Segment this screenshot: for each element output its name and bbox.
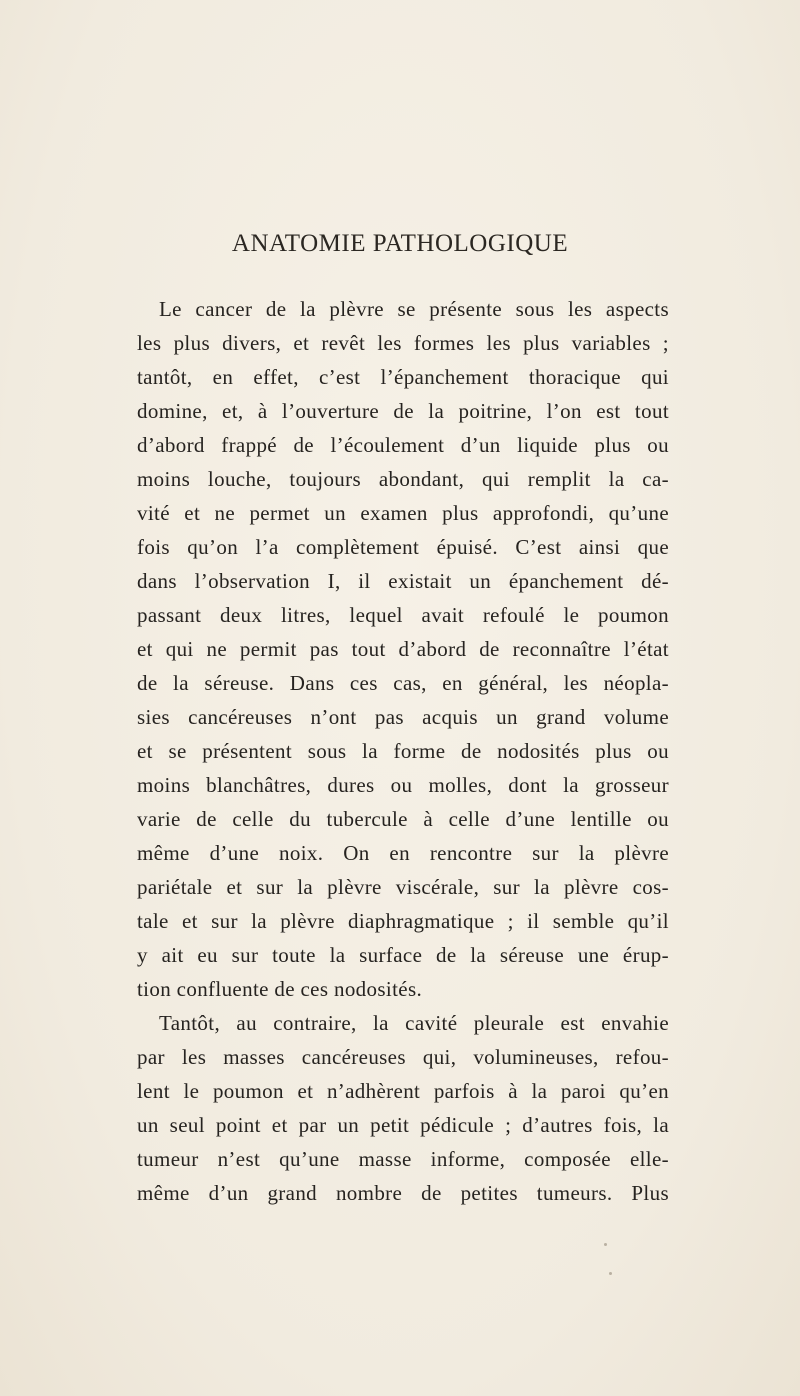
text-line: et se présentent sous la forme de nodosités plus ou bbox=[137, 739, 669, 763]
text-line: les plus divers, et revêt les formes les plus variables ; bbox=[137, 331, 669, 355]
text-line: moins louche, toujours abondant, qui remplit la ca- bbox=[137, 467, 669, 491]
text-line: un seul point et par un petit pédicule ; d’autres fois, la bbox=[137, 1113, 669, 1137]
text-line: d’abord frappé de l’écoulement d’un liquide plus ou bbox=[137, 433, 669, 457]
text-line: de la séreuse. Dans ces cas, en général, les néopla- bbox=[137, 671, 669, 695]
text-line: même d’une noix. On en rencontre sur la plèvre bbox=[137, 841, 669, 865]
text-line: tion confluente de ces nodosités. bbox=[137, 977, 423, 1001]
text-line: et qui ne permit pas tout d’abord de reconnaître l’état bbox=[137, 637, 669, 661]
page-title: ANATOMIE PATHOLOGIQUE bbox=[231, 230, 569, 257]
text-line: y ait eu sur toute la surface de la séreuse une érup- bbox=[137, 943, 669, 967]
paper-speck bbox=[609, 1272, 612, 1275]
paper-speck bbox=[604, 1243, 607, 1246]
text-line: par les masses cancéreuses qui, volumineuses, refou- bbox=[137, 1045, 669, 1069]
text-line: fois qu’on l’a complètement épuisé. C’est ainsi que bbox=[137, 535, 669, 559]
text-line: lent le poumon et n’adhèrent parfois à la paroi qu’en bbox=[137, 1079, 669, 1103]
text-line: dans l’observation I, il existait un épanchement dé- bbox=[137, 569, 669, 593]
text-line: tale et sur la plèvre diaphragmatique ; il semble qu’il bbox=[137, 909, 669, 933]
text-line: passant deux litres, lequel avait refoulé le poumon bbox=[137, 603, 669, 627]
text-line: même d’un grand nombre de petites tumeurs. Plus bbox=[137, 1181, 669, 1205]
text-line: domine, et, à l’ouverture de la poitrine, l’on est tout bbox=[137, 399, 669, 423]
text-line: Le cancer de la plèvre se présente sous les aspects bbox=[159, 297, 669, 321]
text-line: tumeur n’est qu’une masse informe, composée elle- bbox=[137, 1147, 669, 1171]
text-line: tantôt, en effet, c’est l’épanchement thoracique qui bbox=[137, 365, 669, 389]
text-line: moins blanchâtres, dures ou molles, dont la grosseur bbox=[137, 773, 669, 797]
text-line: varie de celle du tubercule à celle d’une lentille ou bbox=[137, 807, 669, 831]
text-line: sies cancéreuses n’ont pas acquis un grand volume bbox=[137, 705, 669, 729]
text-line: vité et ne permet un examen plus approfondi, qu’une bbox=[137, 501, 669, 525]
body-text bbox=[137, 292, 669, 1210]
text-line: Tantôt, au contraire, la cavité pleurale est envahie bbox=[159, 1011, 669, 1035]
text-line: pariétale et sur la plèvre viscérale, sur la plèvre cos- bbox=[137, 875, 669, 899]
